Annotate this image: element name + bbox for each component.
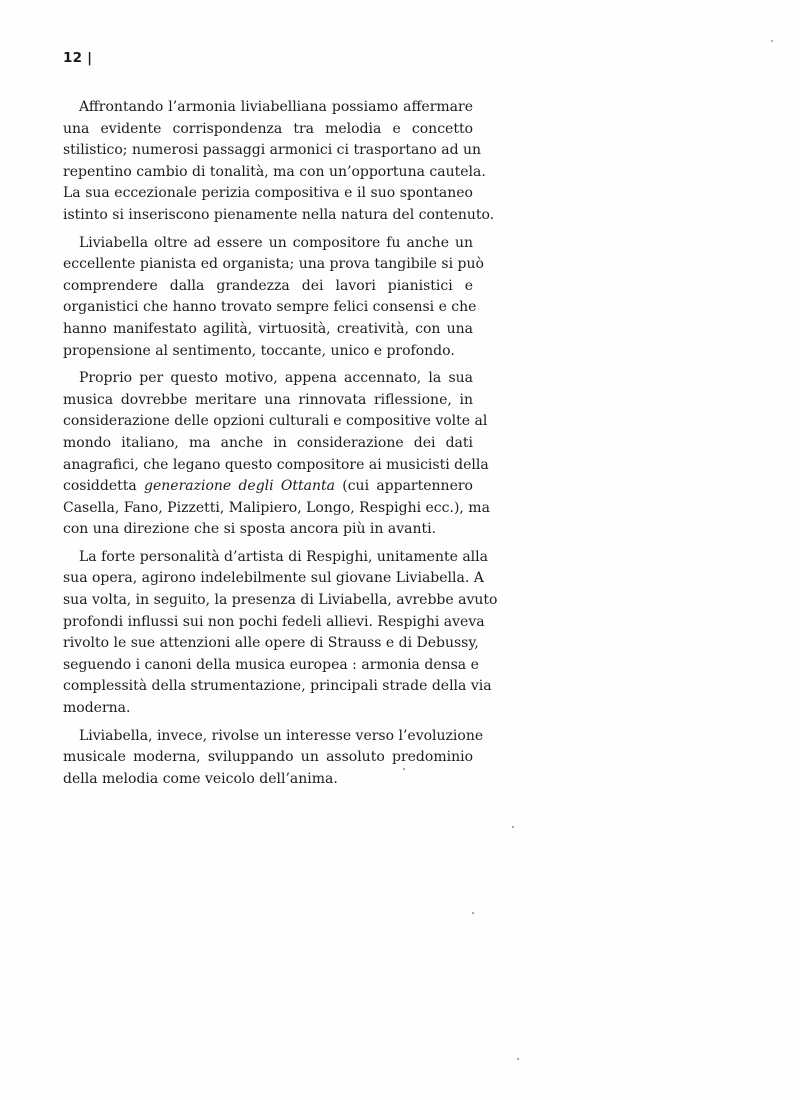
text-line: con una direzione che si sposta ancora più in avanti. — [63, 521, 437, 538]
scan-speck — [403, 768, 405, 770]
text-line: istinto si inseriscono pienamente nella natura del contenuto. — [63, 206, 495, 223]
page-number: 12 | — [63, 50, 93, 66]
text-line: comprendere dalla grandezza dei lavori pianistici e — [63, 277, 473, 294]
text-line: eccellente pianista ed organista; una prova tangibile si può — [63, 256, 484, 273]
scan-speck — [472, 912, 474, 914]
text-line: mondo italiano, ma anche in considerazione dei dati — [63, 434, 473, 451]
text-line: seguendo i canoni della musica europea : armonia densa e — [63, 656, 479, 673]
text-line: Liviabella, invece, rivolse un interesse verso l’evoluzione — [79, 727, 484, 744]
text-line: della melodia come veicolo dell’anima. — [63, 770, 338, 787]
text-line: Casella, Fano, Pizzetti, Malipiero, Longo, Respighi ecc.), ma — [63, 499, 490, 516]
paragraph-1 — [63, 97, 495, 227]
text-line: Proprio per questo motivo, appena accennato, la sua — [79, 370, 473, 387]
paragraph-4 — [63, 547, 498, 720]
text-line: stilistico; numerosi passaggi armonici ci trasportano ad un — [63, 142, 482, 159]
text-line: propensione al sentimento, toccante, unico e profondo. — [63, 342, 455, 359]
italic-phrase: generazione degli Ottanta — [144, 478, 335, 495]
text-line: musicale moderna, sviluppando un assoluto predominio — [63, 749, 473, 766]
text-line-with-italic — [63, 476, 473, 498]
text-line: profondi influssi sui non pochi fedeli allievi. Respighi aveva — [63, 613, 485, 630]
text-fragment: (cui appartennero — [334, 478, 473, 495]
scan-speck — [512, 826, 514, 828]
text-line: Liviabella oltre ad essere un compositore fu anche un — [79, 234, 473, 251]
text-line: una evidente corrispondenza tra melodia e concetto — [63, 120, 473, 137]
text-line: moderna. — [63, 700, 131, 717]
text-line: organistici che hanno trovato sempre felici consensi e che — [63, 299, 477, 316]
scan-speck — [517, 1058, 519, 1060]
text-line: La sua eccezionale perizia compositiva e il suo spontaneo — [63, 185, 473, 202]
text-line: La forte personalità d’artista di Respighi, unitamente alla — [79, 548, 488, 565]
text-line: considerazione delle opzioni culturali e compositive volte al — [63, 413, 488, 430]
paragraph-3 — [63, 368, 490, 541]
text-line: sua opera, agirono indelebilmente sul giovane Liviabella. A — [63, 570, 484, 587]
text-line: hanno manifestato agilità, virtuosità, creatività, con una — [63, 320, 473, 337]
text-line: musica dovrebbe meritare una rinnovata riflessione, in — [63, 391, 473, 408]
body-text — [63, 97, 498, 796]
text-line: complessità della strumentazione, principali strade della via — [63, 678, 492, 695]
text-line: rivolto le sue attenzioni alle opere di Strauss e di Debussy, — [63, 635, 479, 652]
text-line: repentino cambio di tonalità, ma con un’opportuna cautela. — [63, 163, 486, 180]
text-line: Affrontando l’armonia liviabelliana possiamo affermare — [79, 99, 473, 115]
text-line: sua volta, in seguito, la presenza di Liviabella, avrebbe avuto — [63, 592, 498, 609]
scan-speck — [771, 40, 773, 42]
text-line: anagrafici, che legano questo compositore ai musicisti della — [63, 456, 489, 473]
paragraph-2 — [63, 233, 484, 363]
text-fragment: cosiddetta — [63, 478, 145, 495]
paragraph-5 — [63, 726, 484, 791]
